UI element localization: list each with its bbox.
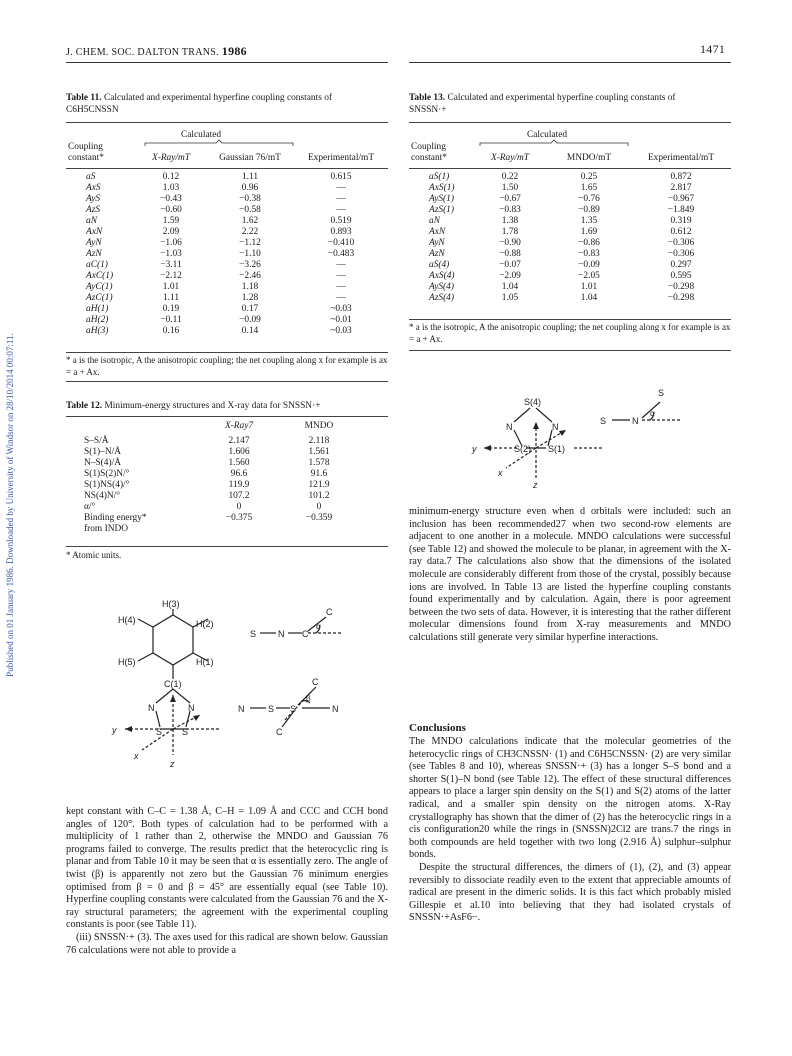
table11-cell: −0.58 <box>239 205 261 215</box>
fig-label-x: x <box>134 751 139 761</box>
table13-cell: −2.09 <box>499 271 521 281</box>
table12-cell: S(1)NS(4)/° <box>84 480 130 490</box>
table11-row <box>66 282 388 293</box>
conclusions-section <box>409 722 731 925</box>
right-column-body <box>409 506 731 645</box>
table13-row <box>409 260 731 271</box>
table11-compound: C6H5CNSSN <box>66 105 119 115</box>
table13-row <box>409 194 731 205</box>
table11-row <box>66 293 388 304</box>
left-paragraph-2: (iii) SNSSN·+ (3). The axes used for this radical are shown below. Gaussian 76 calculations were not able to provide a <box>66 931 388 956</box>
table13-cell: −2.05 <box>578 271 600 281</box>
table12-cell: 107.2 <box>228 491 250 501</box>
fig-label-n-right: N <box>188 703 195 713</box>
table12-row <box>84 436 364 447</box>
fig-label-frag2-n2: N <box>332 704 339 714</box>
table13-cell: AxS(1) <box>429 183 455 193</box>
table11-cell: 1.59 <box>162 216 180 226</box>
table13-caption-text: Calculated and experimental hyperfine coupling constants of <box>447 93 676 103</box>
table11-cell: −0.483 <box>327 249 355 259</box>
table12-row <box>84 469 364 480</box>
table13-cell: 0.612 <box>670 227 692 237</box>
table13-cell: 1.65 <box>580 183 598 193</box>
fig-label-n-left-2: N <box>506 422 513 432</box>
left-paragraph-1: kept constant with C–C = 1.38 Å, C–H = 1.09 Å and CCC and CCH bond angles of 120°. Both types of calculation had to be performed with a multiplicity of 1 rather than 2, otherwise the MNDO and Gaussian 76 programs failed to converge. The results predict that the heterocyclic ring is planar and from Table 10 it may be seen that α is essentially zero. The angle of twist (β) is apparently not zero but the Gaussian 76 minimum energies optimised from β = 0 and β = 45° are essentially equal (see Table 10). Hyperfine coupling constants were calculated from the Gaussian 76 and the X-ray structural parameters; the agreement with the experimental coupling constants is poor (see Table 11). <box>66 806 388 931</box>
table13-cell: 1.69 <box>580 227 598 237</box>
table11-group-header: Calculated <box>181 130 222 140</box>
table11-row <box>66 304 388 315</box>
table12-cell: 1.578 <box>308 458 330 468</box>
table13-cell: −0.83 <box>578 249 600 259</box>
table11-cell: aN <box>86 216 97 226</box>
fig-label-y: y <box>112 725 117 735</box>
table13-cell: −0.76 <box>578 194 600 204</box>
table12-caption-text: Minimum-energy structures and X-ray data for SNSSN·+ <box>104 401 321 411</box>
table12-row <box>84 524 364 535</box>
table13-brace <box>479 139 629 147</box>
table13-cell: AzS(4) <box>429 293 454 303</box>
table12-cell: −0.375 <box>225 513 253 523</box>
table13-row <box>409 293 731 304</box>
fig-label-alpha: α <box>316 622 321 631</box>
table11-cell: −2.12 <box>160 271 182 281</box>
table12-cell <box>274 524 364 535</box>
fig-label-frag2-s2: S <box>290 704 297 714</box>
table13-cell: AxS(4) <box>429 271 455 281</box>
table13-bottom-rule <box>409 319 731 320</box>
table13-rows <box>409 172 731 304</box>
table11-cell: AyS <box>86 194 101 204</box>
header-rule-left <box>66 62 388 63</box>
table11-cell: 2.22 <box>241 227 259 237</box>
table12-cell: 1.560 <box>228 458 250 468</box>
table12-row <box>84 480 364 491</box>
table12-footnote: * Atomic units. <box>66 550 122 560</box>
table13-cell: AyN <box>429 238 445 248</box>
table12-row <box>84 458 364 469</box>
table12-cell: S–S/Å <box>84 436 109 446</box>
fig-label-y-2: y <box>472 444 477 454</box>
fig-label-s-frag: S <box>600 416 607 426</box>
table13-caption <box>409 92 731 116</box>
table12-cell: 101.2 <box>308 491 330 501</box>
table13-cell: −0.83 <box>499 205 521 215</box>
table13-cell: aS(4) <box>429 260 450 270</box>
table11-row <box>66 183 388 194</box>
running-header <box>66 44 247 59</box>
table12-cell: Binding energy* <box>84 513 147 523</box>
table11-body <box>66 153 388 337</box>
table12-label: Table 12. <box>66 401 103 411</box>
table13-cell: −0.86 <box>578 238 600 248</box>
table11-cell: — <box>336 183 346 193</box>
table11-cell: 0.519 <box>330 216 352 226</box>
table11-brace <box>144 139 294 147</box>
fig-label-n-right-2: N <box>552 422 559 432</box>
table12-cell: 91.6 <box>310 469 328 479</box>
table13-row <box>409 183 731 194</box>
fig-label-s2: S(2) <box>514 444 532 454</box>
table11-label: Table 11. <box>66 93 102 103</box>
table13-cell: −0.306 <box>667 238 695 248</box>
table11-cell: 1.01 <box>162 282 180 292</box>
table11-row <box>66 194 388 205</box>
table12-cell: NS(4)N/° <box>84 491 121 501</box>
table11-rows <box>66 172 388 337</box>
table12-rows <box>84 436 364 535</box>
table12-row <box>84 447 364 458</box>
table13-cell: −0.67 <box>499 194 521 204</box>
table13-row <box>409 282 731 293</box>
table12-cell: 96.6 <box>230 469 248 479</box>
table13-cell: AzN <box>429 249 445 259</box>
table11-cell: 0.893 <box>330 227 352 237</box>
table13-cell: −0.298 <box>667 282 695 292</box>
table11-cell: 0.19 <box>162 304 180 314</box>
table13-cell: 1.04 <box>580 293 598 303</box>
table12-header-row <box>84 421 364 432</box>
table12-col-xray: X-Ray7 <box>224 421 254 431</box>
table11-footnote: * a is the isotropic, A the anisotropic coupling; the net coupling along x for example is ax = a + Ax. <box>66 355 388 377</box>
table13-col-mndo: MNDO/mT <box>566 153 612 163</box>
table12-cell: 2.118 <box>308 436 330 446</box>
table11-row <box>66 238 388 249</box>
fig-label-h5: H(5) <box>118 657 136 667</box>
journal-year: 1986 <box>221 44 247 58</box>
table11-header-row <box>66 153 388 164</box>
table13-cell: AyS(4) <box>429 282 454 292</box>
table11-caption <box>66 92 388 116</box>
fig-label-beta: β <box>306 694 311 703</box>
table13-col-xray: X-Ray/mT <box>490 153 529 163</box>
fig-label-frag2-c-bot: C <box>276 727 283 737</box>
table12-caption <box>66 400 388 412</box>
table11-row <box>66 216 388 227</box>
table13-row <box>409 216 731 227</box>
table11-cell: aS <box>86 172 96 182</box>
fig-label-s4: S(4) <box>524 397 542 407</box>
table13-cell: −0.89 <box>578 205 600 215</box>
table11-cell: — <box>336 293 346 303</box>
table11-cell: −0.11 <box>160 315 182 325</box>
conclusions-paragraph-2: Despite the structural differences, the dimers of (1), (2), and (3) appear reversibly to dissociate readily even to the extent that appreciable amounts of radical are present in the dimeric solids. It is this fact which probably misled Gillespie et al.10 into believing that they had isolated crystals of SNSSN·+AsF6−. <box>409 861 731 924</box>
fig-label-h2: H(2) <box>196 619 214 629</box>
table11-col-exp: Experimental/mT <box>307 153 375 163</box>
fig-label-z: z <box>170 759 175 769</box>
table11-cell: AxN <box>86 227 103 237</box>
table11-cell: 0.14 <box>241 326 259 336</box>
table13-label: Table 13. <box>409 93 446 103</box>
fig-label-frag2-c-top: C <box>312 677 319 687</box>
table12-col-mndo: MNDO <box>304 421 334 431</box>
page-number: 1471 <box>700 42 726 56</box>
table12-cell: 0 <box>316 502 322 512</box>
table13-row <box>409 238 731 249</box>
table11-cell: 0.96 <box>241 183 259 193</box>
table13-header-row <box>409 153 731 164</box>
table12-cell: 2.147 <box>228 436 250 446</box>
table11-row <box>66 205 388 216</box>
table12-top-rule <box>66 416 388 417</box>
table11-row <box>66 260 388 271</box>
table11-cell: AzC(1) <box>86 293 113 303</box>
table13-cell: aS(1) <box>429 172 450 182</box>
table11-cell: −0.09 <box>239 315 261 325</box>
table13-cell: 0.319 <box>670 216 692 226</box>
table13-compound: SNSSN·+ <box>409 105 447 115</box>
table13-row <box>409 227 731 238</box>
fig-label-s1: S(1) <box>548 444 566 454</box>
table13-cell: −0.09 <box>578 260 600 270</box>
table13-cell: AyS(1) <box>429 194 454 204</box>
table11-cell: −2.46 <box>239 271 261 281</box>
fig-label-frag2-s: S <box>268 704 275 714</box>
table11-cell: −3.26 <box>239 260 261 270</box>
table11-row <box>66 227 388 238</box>
figure-left-structures <box>80 595 380 800</box>
table12-row <box>84 513 364 524</box>
table11-cell: −0.60 <box>160 205 182 215</box>
table13-cell: 0.22 <box>501 172 519 182</box>
table13-top-rule <box>409 122 731 123</box>
table11-cell: ~0.03 <box>330 304 352 314</box>
table13-col-exp: Experimental/mT <box>647 153 715 163</box>
conclusions-paragraph-1: The MNDO calculations indicate that the molecular geometries of the heterocyclic rings of CH3CNSSN· (1) and C6H5CNSSN· (2) are very similar (see Tables 8 and 10), whereas SNSSN·+ (3) has a longer S–S bond and a shorter S(1)–N bond (see Table 12). The effect of these structural differences appears to place a larger spin density on the S(1) and S(2) atoms of the latter radical, and a smaller spin density on the nitrogen atoms. X-Ray crystallography has shown that the dimer of (2) has the heterocyclic rings in a cis configuration20 while the rings in (SNSSN)2Cl2 are trans.7 the rings in both compounds are held together with two long (2.916 Å) sulphur–sulphur bonds. <box>409 736 731 861</box>
table11-cell: −1.10 <box>239 249 261 259</box>
table13-cell: 0.297 <box>670 260 692 270</box>
table13-cell: −0.88 <box>499 249 521 259</box>
table13-cell: 1.01 <box>580 282 598 292</box>
table11-cell: −1.06 <box>160 238 182 248</box>
table13-row <box>409 172 731 183</box>
table12-cell: S(1)S(2)N/° <box>84 469 130 479</box>
table13-cell: AxN <box>429 227 446 237</box>
table11-col-gaussian: Gaussian 76/mT <box>219 153 281 163</box>
table13-cell: AzS(1) <box>429 205 454 215</box>
table12-cell: from INDO <box>84 524 129 534</box>
table11-cell: — <box>336 260 346 270</box>
table11-cell: 1.11 <box>241 172 259 182</box>
table11-cell: — <box>336 282 346 292</box>
table11-cell: ~0.03 <box>330 326 352 336</box>
table12-cell: N–S(4)/Å <box>84 458 121 468</box>
fig-label-frag2-n: N <box>238 704 245 714</box>
table11-cell: AxC(1) <box>86 271 114 281</box>
table12-cell: −0.359 <box>305 513 333 523</box>
table11-row <box>66 172 388 183</box>
table13-footnote: * a is the isotropic, A the anisotropic coupling; the net coupling along x for example is ax = a + Ax. <box>409 322 731 344</box>
fig-label-n-left: N <box>148 703 155 713</box>
table11-cell: aC(1) <box>86 260 108 270</box>
table12-cell: 1.606 <box>228 447 250 457</box>
table13-coupling-header: Coupling constant* <box>411 142 447 163</box>
table11-cell: −0.43 <box>160 194 182 204</box>
table11-cell: AxS <box>86 183 101 193</box>
table12-cell: 1.561 <box>308 447 330 457</box>
table11-row <box>66 271 388 282</box>
table12-cell: 121.9 <box>308 480 330 490</box>
table11-cell: aH(3) <box>86 326 109 336</box>
fig-label-frag1-n: N <box>278 629 285 639</box>
table13-row <box>409 271 731 282</box>
table11-cell: — <box>336 205 346 215</box>
figure-right-structures <box>470 380 730 495</box>
table13-cell: −0.07 <box>499 260 521 270</box>
table13-cell: 0.595 <box>670 271 692 281</box>
table12-row <box>84 502 364 513</box>
table13-group-header: Calculated <box>527 130 568 140</box>
fig-label-alpha-2: α <box>650 409 655 418</box>
table11-cell: −0.38 <box>239 194 261 204</box>
fig-label-s-right: S <box>182 727 189 737</box>
table13-cell: 0.872 <box>670 172 692 182</box>
table11-cell: AyC(1) <box>86 282 113 292</box>
table11-cell: ~0.01 <box>330 315 352 325</box>
sidebar-text: Published on 01 January 1986. Downloaded by University of Windsor on 28/10/2014 00:07:11. <box>5 333 15 677</box>
table13-cell: −1.849 <box>667 205 695 215</box>
fig-label-c1: C(1) <box>164 679 182 689</box>
table13-cell: 2.817 <box>670 183 692 193</box>
table12-body <box>84 421 364 535</box>
fig-label-h1: H(1) <box>196 657 214 667</box>
table13-body <box>409 153 731 304</box>
table11-cell: aH(2) <box>86 315 109 325</box>
journal-name: J. CHEM. SOC. DALTON TRANS. <box>66 47 219 58</box>
table11-row <box>66 249 388 260</box>
table11-col-xray: X-Ray/mT <box>151 153 190 163</box>
sidebar-publication-note <box>0 0 14 1056</box>
fig-label-x-2: x <box>498 468 503 478</box>
table11-cell: 1.03 <box>162 183 180 193</box>
table11-coupling-header: Coupling constant* <box>68 142 104 163</box>
table13-cell: 1.50 <box>501 183 519 193</box>
table11-top-rule <box>66 122 388 123</box>
table11-cell: 0.17 <box>241 304 259 314</box>
table11-cell: aH(1) <box>86 304 109 314</box>
table11-cell: 1.18 <box>241 282 259 292</box>
table11-cell: — <box>336 194 346 204</box>
table12-cell: 0 <box>236 502 242 512</box>
header-rule-right <box>409 62 731 63</box>
table13-row <box>409 205 731 216</box>
benzene-ring <box>153 615 193 665</box>
conclusions-body <box>409 736 731 925</box>
fig-label-frag1-c-top: C <box>326 607 333 617</box>
table12-cell: S(1)–N/Å <box>84 447 121 457</box>
left-column-body <box>66 806 388 957</box>
table11-cell: AzS <box>86 205 101 215</box>
fig-label-z-2: z <box>533 480 538 490</box>
table11-bottom-rule <box>66 352 388 353</box>
table11-cell: 1.62 <box>241 216 259 226</box>
table11-cell: AzN <box>86 249 102 259</box>
right-paragraph-1: minimum-energy structure even when d orbitals were included: such an inclusion has been recommended27 when two second-row elements are adjacent to one another in a molecule. MNDO calculations were successful (see Table 12) and showed the molecule to be planar, in agreement with the X-ray data.7 The calculations also show that the dimensions of the isolated molecule are considerably different from those of the crystal, possibly because ions are involved. In Table 13 are listed the hyperfine coupling constants found experimentally and by calculation. Again, there is poor agreement between the two sets of data. However, it is interesting that the rather different molecular dimensions found from X-ray measurements and MNDO calculations still generate very similar hyperfine interactions. <box>409 506 731 643</box>
table11-cell: 1.28 <box>241 293 259 303</box>
table11-cell: −3.11 <box>160 260 182 270</box>
table12-cell: 119.9 <box>228 480 250 490</box>
fig-label-s-top: S <box>658 388 665 398</box>
table13-cell: −0.90 <box>499 238 521 248</box>
table13-cell: 1.38 <box>501 216 519 226</box>
table13-cell: 0.25 <box>580 172 598 182</box>
table11-cell: 0.615 <box>330 172 352 182</box>
table13-cell: 1.35 <box>580 216 598 226</box>
table12-bottom-rule <box>66 546 388 547</box>
conclusions-heading: Conclusions <box>409 722 466 734</box>
table13-cell: −0.298 <box>667 293 695 303</box>
table11-cell: −0.410 <box>327 238 355 248</box>
table13-cell: 1.05 <box>501 293 519 303</box>
table13-cell: 1.78 <box>501 227 519 237</box>
fig-label-h4: H(4) <box>118 615 136 625</box>
table13-cell: −0.967 <box>667 194 695 204</box>
table11-cell: — <box>336 271 346 281</box>
table11-caption-text: Calculated and experimental hyperfine coupling constants of <box>103 93 333 103</box>
table11-cell: 0.12 <box>162 172 180 182</box>
table13-cell: −0.306 <box>667 249 695 259</box>
table13-row <box>409 249 731 260</box>
table11-cell: −1.03 <box>160 249 182 259</box>
table11-cell: 0.16 <box>162 326 180 336</box>
table11-end-rule <box>66 381 388 382</box>
fig-label-h3: H(3) <box>162 599 180 609</box>
table11-row <box>66 326 388 337</box>
table13-cell: aN <box>429 216 440 226</box>
table12-row <box>84 491 364 502</box>
table13-cell: 1.04 <box>501 282 519 292</box>
fig-label-s-left: S <box>156 727 163 737</box>
table13-end-rule <box>409 350 731 351</box>
table11-row <box>66 315 388 326</box>
fig-label-frag1-s: S <box>250 629 257 639</box>
fig-label-frag1-c: C <box>302 629 309 639</box>
table11-cell: −1.12 <box>239 238 261 248</box>
fig-label-n-frag: N <box>632 416 639 426</box>
table11-cell: 1.11 <box>162 293 180 303</box>
table12-cell: α/° <box>84 502 96 512</box>
table12-cell <box>204 524 274 535</box>
table11-cell: 2.09 <box>162 227 180 237</box>
table11-cell: AyN <box>86 238 102 248</box>
